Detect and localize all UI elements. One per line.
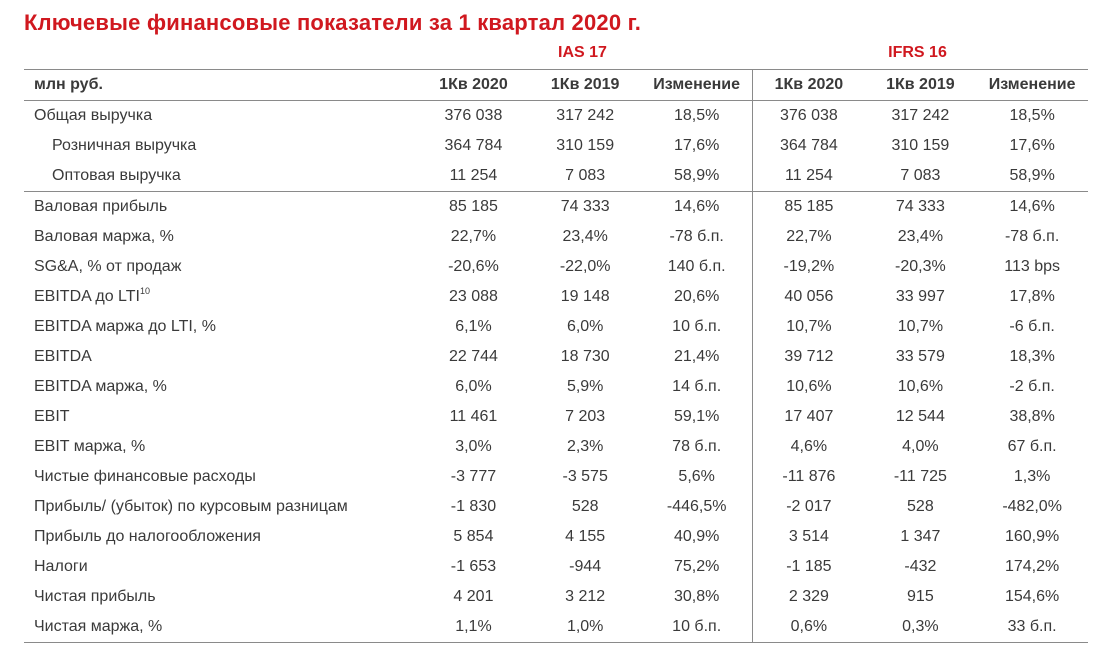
table-cell: 7 203 <box>565 408 606 425</box>
row-label-text: Прибыль/ (убыток) по курсовым разницам <box>34 498 348 515</box>
table-cell: -11 876 <box>753 462 865 492</box>
row-label <box>24 312 418 342</box>
table-cell: 317 242 <box>891 107 950 124</box>
table-cell: 33 997 <box>895 288 945 305</box>
column-header-ias-q1-2020: 1Кв 2020 <box>418 70 530 101</box>
table-row <box>24 282 1088 312</box>
table-row <box>24 612 1088 643</box>
row-label-text: Валовая маржа, % <box>34 228 174 245</box>
column-header-ifrs-q1-2020: 1Кв 2020 <box>753 70 865 101</box>
table-cell: 113 bps <box>1004 258 1060 275</box>
table-cell: -482,0% <box>1002 498 1062 515</box>
table-cell: -20,6% <box>448 258 499 275</box>
table-cell: -2 б.п. <box>1009 378 1055 395</box>
table-cell: 18,3% <box>1009 348 1055 365</box>
table-cell: 2,3% <box>566 438 604 455</box>
table-row <box>24 522 1088 552</box>
table-cell: 20,6% <box>673 288 720 305</box>
row-label <box>24 282 418 312</box>
table-cell: 74 333 <box>865 192 977 223</box>
row-label <box>24 462 418 492</box>
row-label-text: EBITDA маржа до LTI, % <box>34 318 216 335</box>
table-cell: 6,0% <box>566 318 604 335</box>
table-cell: 85 185 <box>418 192 530 223</box>
table-cell: 5,9% <box>566 378 604 395</box>
table-cell: 10,6% <box>897 378 944 395</box>
table-cell: 5 854 <box>453 528 494 545</box>
column-header-ifrs-q1-2019: 1Кв 2019 <box>865 70 977 101</box>
table-cell: 1 347 <box>900 528 941 545</box>
row-label <box>24 372 418 402</box>
table-cell: 40 056 <box>753 282 865 312</box>
table-cell: 10,6% <box>753 372 865 402</box>
table-cell: -3 575 <box>562 468 608 485</box>
table-cell: 154,6% <box>1004 588 1060 605</box>
row-label <box>24 252 418 282</box>
table-cell: 14,6% <box>976 192 1088 223</box>
table-cell: 6,0% <box>455 378 492 395</box>
table-cell: 7 083 <box>565 167 606 184</box>
table-cell: 376 038 <box>753 101 865 132</box>
table-cell: 4 155 <box>565 528 606 545</box>
table-cell: 10 б.п. <box>672 318 722 335</box>
table-cell: 21,4% <box>673 348 720 365</box>
table-cell: 2 329 <box>753 582 865 612</box>
table-cell: 528 <box>907 498 934 515</box>
column-header-unit: млн руб. <box>24 70 418 101</box>
table-cell: 14,6% <box>641 192 753 223</box>
table-cell: 17,6% <box>673 137 720 154</box>
table-cell: 317 242 <box>556 107 615 124</box>
table-row <box>24 492 1088 522</box>
table-cell: 18,5% <box>673 107 720 124</box>
row-label-text: EBIT маржа, % <box>34 438 146 455</box>
table-cell: 1,1% <box>418 612 530 643</box>
table-cell: 174,2% <box>1004 558 1060 575</box>
table-cell: 3 212 <box>565 588 606 605</box>
table-row <box>24 101 1088 132</box>
row-label-text: Валовая прибыль <box>34 198 168 215</box>
table-row <box>24 462 1088 492</box>
column-header-ias-q1-2019: 1Кв 2019 <box>529 70 641 101</box>
table-row <box>24 372 1088 402</box>
table-cell: 23 088 <box>448 288 498 305</box>
table-cell: -1 185 <box>753 552 865 582</box>
table-cell: 38,8% <box>1009 408 1055 425</box>
table-cell: 23,4% <box>562 228 608 245</box>
table-cell: -944 <box>569 558 602 575</box>
table-cell: -6 б.п. <box>1009 318 1055 335</box>
table-cell: 1,0% <box>529 612 641 643</box>
column-header-ifrs-change: Изменение <box>976 70 1088 101</box>
row-label-text: Прибыль до налогообложения <box>34 528 261 545</box>
table-cell: -20,3% <box>895 258 946 275</box>
row-label <box>24 342 418 372</box>
table-cell: -78 б.п. <box>1004 228 1060 245</box>
table-cell: 4 201 <box>453 588 494 605</box>
row-label <box>24 432 418 462</box>
table-cell: 376 038 <box>444 107 503 124</box>
table-cell: 18,5% <box>1009 107 1055 124</box>
row-label <box>24 612 418 643</box>
table-cell: -78 б.п. <box>669 228 724 245</box>
page-title: Ключевые финансовые показатели за 1 квартал 2020 г. <box>24 10 642 35</box>
table-cell: 160,9% <box>1004 528 1060 545</box>
table-row <box>24 252 1088 282</box>
row-label-text: EBITDA маржа, % <box>34 378 167 395</box>
table-header-row <box>24 70 1088 101</box>
row-label <box>24 402 418 432</box>
row-label-text: EBIT <box>34 408 70 425</box>
table-cell: 39 712 <box>753 342 865 372</box>
table-cell: 67 б.п. <box>1007 438 1057 455</box>
row-label-text: Чистые финансовые расходы <box>34 468 256 485</box>
table-cell: 74 333 <box>529 192 641 223</box>
table-cell: 14 б.п. <box>672 378 722 395</box>
table-cell: 12 544 <box>895 408 945 425</box>
table-cell: 528 <box>571 498 599 515</box>
table-cell: 11 461 <box>449 408 498 425</box>
table-cell: 75,2% <box>673 558 720 575</box>
row-label <box>24 522 418 552</box>
table-cell: -22,0% <box>559 258 611 275</box>
column-header-ias-change: Изменение <box>641 70 753 101</box>
row-label-text: SG&A, % от продаж <box>34 258 182 275</box>
table-row <box>24 402 1088 432</box>
table-cell: 19 148 <box>560 288 610 305</box>
table-cell: 4,6% <box>753 432 865 462</box>
table-cell: 17 407 <box>753 402 865 432</box>
table-cell: 23,4% <box>897 228 944 245</box>
table-cell: 40,9% <box>673 528 720 545</box>
table-cell: 22,7% <box>753 222 865 252</box>
table-cell: 10,7% <box>897 318 944 335</box>
table-cell: 10 б.п. <box>641 612 753 643</box>
table-cell: 22,7% <box>450 228 497 245</box>
table-cell: -446,5% <box>666 498 727 515</box>
table-cell: 4,0% <box>902 438 939 455</box>
row-label <box>24 552 418 582</box>
table-cell: 3,0% <box>455 438 492 455</box>
table-row <box>24 192 1088 223</box>
table-cell: -19,2% <box>753 252 865 282</box>
table-cell: -1 830 <box>450 498 497 515</box>
table-cell: 0,3% <box>865 612 977 643</box>
table-cell: 1,3% <box>1013 468 1051 485</box>
table-cell: 33 б.п. <box>976 612 1088 643</box>
table-row <box>24 432 1088 462</box>
table-cell: 17,8% <box>1009 288 1055 305</box>
table-cell: 18 730 <box>560 348 610 365</box>
table-cell: 310 159 <box>891 137 950 154</box>
table-cell: 364 784 <box>753 131 865 161</box>
table-cell: 85 185 <box>753 192 865 223</box>
table-cell: 6,1% <box>455 318 492 335</box>
financial-indicators-table <box>24 69 1088 643</box>
row-label <box>24 131 418 161</box>
row-label-text: EBITDA до LTI <box>34 288 140 305</box>
table-row <box>24 312 1088 342</box>
row-label <box>24 101 418 132</box>
row-label-text: Чистая прибыль <box>34 588 156 605</box>
table-cell: 58,9% <box>673 167 720 184</box>
row-label-text: Общая выручка <box>34 107 153 124</box>
table-cell: 11 254 <box>449 167 498 184</box>
table-cell: 11 254 <box>753 161 865 192</box>
row-label-text: Налоги <box>34 558 88 575</box>
table-cell: 3 514 <box>753 522 865 552</box>
table-row <box>24 222 1088 252</box>
table-cell: 30,8% <box>673 588 720 605</box>
table-cell: 33 579 <box>895 348 945 365</box>
row-label-text: Розничная выручка <box>52 137 197 154</box>
row-label <box>24 192 418 223</box>
row-label <box>24 161 418 192</box>
table-cell: -3 777 <box>450 468 497 485</box>
table-row <box>24 342 1088 372</box>
row-label <box>24 492 418 522</box>
table-cell: 310 159 <box>556 137 615 154</box>
row-label-text: Оптовая выручка <box>52 167 181 184</box>
table-cell: 364 784 <box>444 137 503 154</box>
row-label <box>24 222 418 252</box>
footnote-marker: 10 <box>139 286 150 296</box>
table-cell: -1 653 <box>450 558 497 575</box>
table-cell: 7 083 <box>900 167 941 184</box>
row-label <box>24 582 418 612</box>
table-cell: -11 725 <box>893 468 947 485</box>
table-cell: -432 <box>904 558 937 575</box>
table-cell: 22 744 <box>448 348 498 365</box>
table-cell: 915 <box>907 588 934 605</box>
table-row <box>24 582 1088 612</box>
table-cell: 58,9% <box>1009 167 1055 184</box>
group-header-ifrs16: IFRS 16 <box>888 44 947 61</box>
table-cell: 0,6% <box>753 612 865 643</box>
table-cell: 5,6% <box>678 468 715 485</box>
table-row <box>24 552 1088 582</box>
table-cell: 59,1% <box>673 408 720 425</box>
row-label-text: EBITDA <box>34 348 92 365</box>
table-cell: 140 б.п. <box>667 258 726 275</box>
table-cell: 78 б.п. <box>672 438 722 455</box>
table-row <box>24 161 1088 192</box>
table-cell: 17,6% <box>1009 137 1055 154</box>
table-row <box>24 131 1088 161</box>
row-label-text: Чистая маржа, % <box>34 618 163 635</box>
table-cell: -2 017 <box>753 492 865 522</box>
group-header-ias17: IAS 17 <box>558 44 607 61</box>
table-cell: 10,7% <box>753 312 865 342</box>
